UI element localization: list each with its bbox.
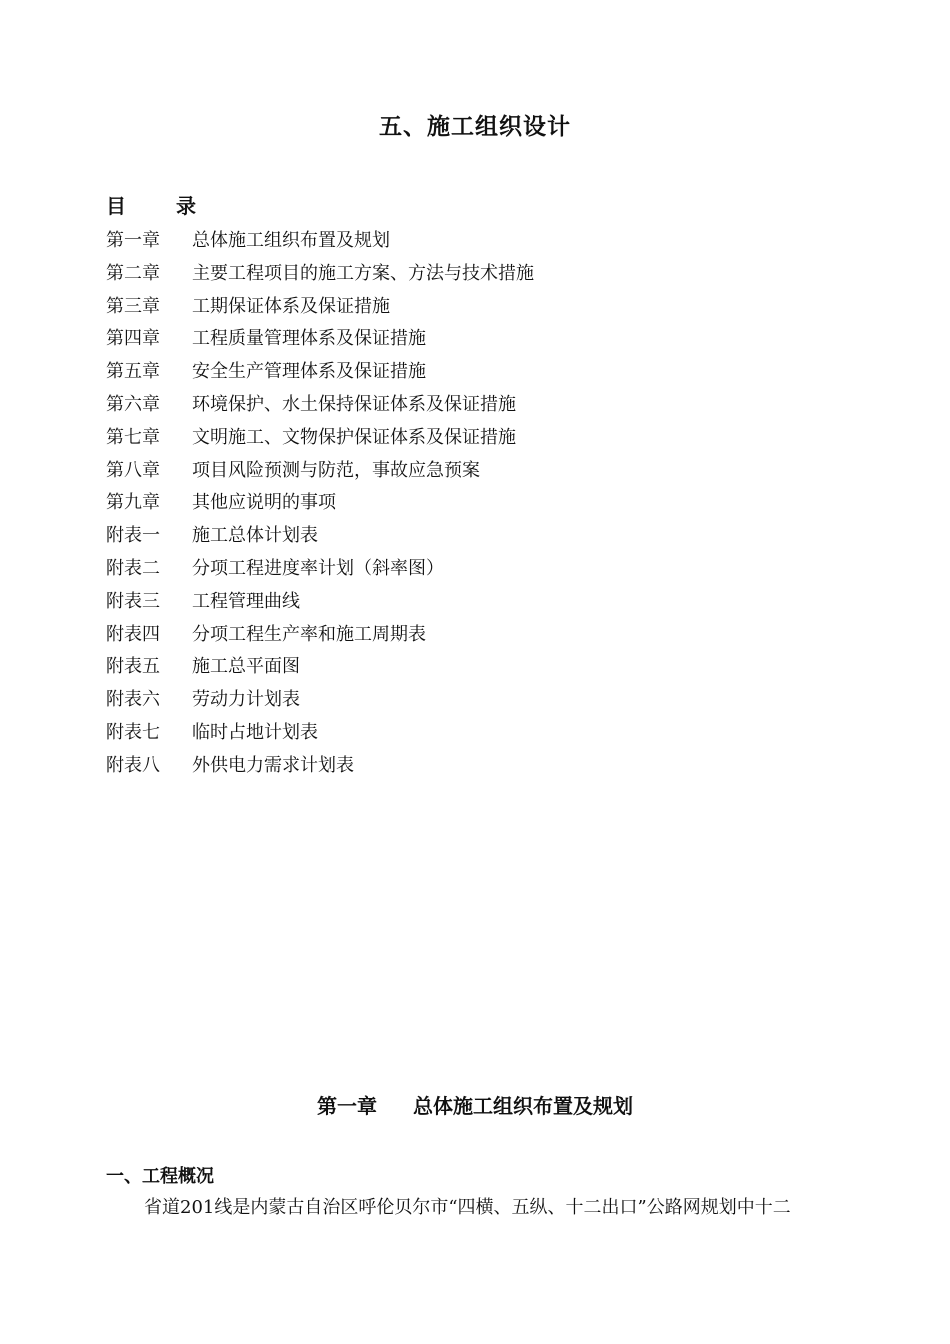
toc-item-number: 第三章 bbox=[106, 295, 160, 317]
toc-heading-left: 目 bbox=[106, 194, 126, 218]
toc-item-title: 施工总体计划表 bbox=[192, 525, 318, 547]
chapter-title: 总体施工组织布置及规划 bbox=[413, 1094, 633, 1118]
toc-heading-right: 录 bbox=[176, 194, 196, 218]
toc-item bbox=[106, 717, 534, 750]
toc-item bbox=[106, 487, 534, 520]
toc-item bbox=[106, 684, 534, 717]
toc-item bbox=[106, 225, 534, 258]
toc-item-title: 劳动力计划表 bbox=[192, 689, 300, 711]
toc-item-title: 环境保护、水土保持保证体系及保证措施 bbox=[192, 393, 516, 415]
toc-item-title: 文明施工、文物保护保证体系及保证措施 bbox=[192, 426, 516, 448]
toc-item-title: 分项工程生产率和施工周期表 bbox=[192, 623, 426, 645]
toc-item-title: 施工总平面图 bbox=[192, 656, 300, 678]
toc-item-number: 附表四 bbox=[106, 623, 160, 645]
toc-item-title: 总体施工组织布置及规划 bbox=[192, 230, 390, 251]
toc-item-title: 分项工程进度率计划（斜率图） bbox=[192, 557, 444, 579]
toc-item bbox=[106, 323, 534, 356]
toc-item-number: 附表三 bbox=[106, 590, 160, 612]
toc-item-title: 工程管理曲线 bbox=[192, 590, 300, 612]
toc-list bbox=[106, 225, 534, 783]
toc-item-number: 附表六 bbox=[106, 689, 160, 711]
toc-item-title: 主要工程项目的施工方案、方法与技术措施 bbox=[192, 262, 534, 284]
toc-item-number: 第六章 bbox=[106, 393, 160, 415]
toc-item bbox=[106, 651, 534, 684]
toc-item bbox=[106, 258, 534, 291]
toc-item bbox=[106, 553, 534, 586]
toc-item-number: 第五章 bbox=[106, 361, 160, 383]
toc-item-title: 安全生产管理体系及保证措施 bbox=[192, 361, 426, 383]
chapter-number: 第一章 bbox=[317, 1094, 377, 1118]
toc-item bbox=[106, 422, 534, 455]
toc-item bbox=[106, 619, 534, 652]
document-title: 五、施工组织设计 bbox=[379, 114, 571, 140]
toc-item-number: 第七章 bbox=[106, 426, 160, 448]
toc-item-title: 工程质量管理体系及保证措施 bbox=[192, 328, 426, 350]
toc-heading bbox=[106, 190, 196, 219]
toc-item-title: 项目风险预测与防范，事故应急预案 bbox=[192, 459, 480, 481]
toc-item-number: 第八章 bbox=[106, 459, 160, 481]
toc-item bbox=[106, 520, 534, 553]
toc-item-number: 附表一 bbox=[106, 525, 160, 547]
toc-item bbox=[106, 586, 534, 619]
chapter-heading bbox=[0, 1090, 950, 1119]
toc-item-number: 附表八 bbox=[106, 754, 160, 776]
toc-item bbox=[106, 389, 534, 422]
toc-item bbox=[106, 291, 534, 324]
toc-item-title: 工期保证体系及保证措施 bbox=[192, 295, 390, 317]
toc-item-number: 附表七 bbox=[106, 721, 160, 743]
toc-item-title: 外供电力需求计划表 bbox=[192, 754, 354, 776]
toc-item-number: 第九章 bbox=[106, 492, 160, 514]
toc-item-title: 其他应说明的事项 bbox=[192, 492, 336, 514]
toc-item-number: 第四章 bbox=[106, 328, 160, 350]
toc-item bbox=[106, 455, 534, 488]
toc-item-number: 第一章 bbox=[106, 230, 160, 251]
toc-item bbox=[106, 356, 534, 389]
body-paragraph: 省道201线是内蒙古自治区呼伦贝尔市“四横、五纵、十二出口”公路网规划中十二 bbox=[144, 1197, 791, 1218]
toc-item-number: 附表五 bbox=[106, 656, 160, 678]
toc-item-number: 第二章 bbox=[106, 262, 160, 284]
toc-item-title: 临时占地计划表 bbox=[192, 721, 318, 743]
toc-item-number: 附表二 bbox=[106, 557, 160, 579]
section-heading: 一、工程概况 bbox=[106, 1166, 214, 1187]
toc-item bbox=[106, 750, 534, 783]
